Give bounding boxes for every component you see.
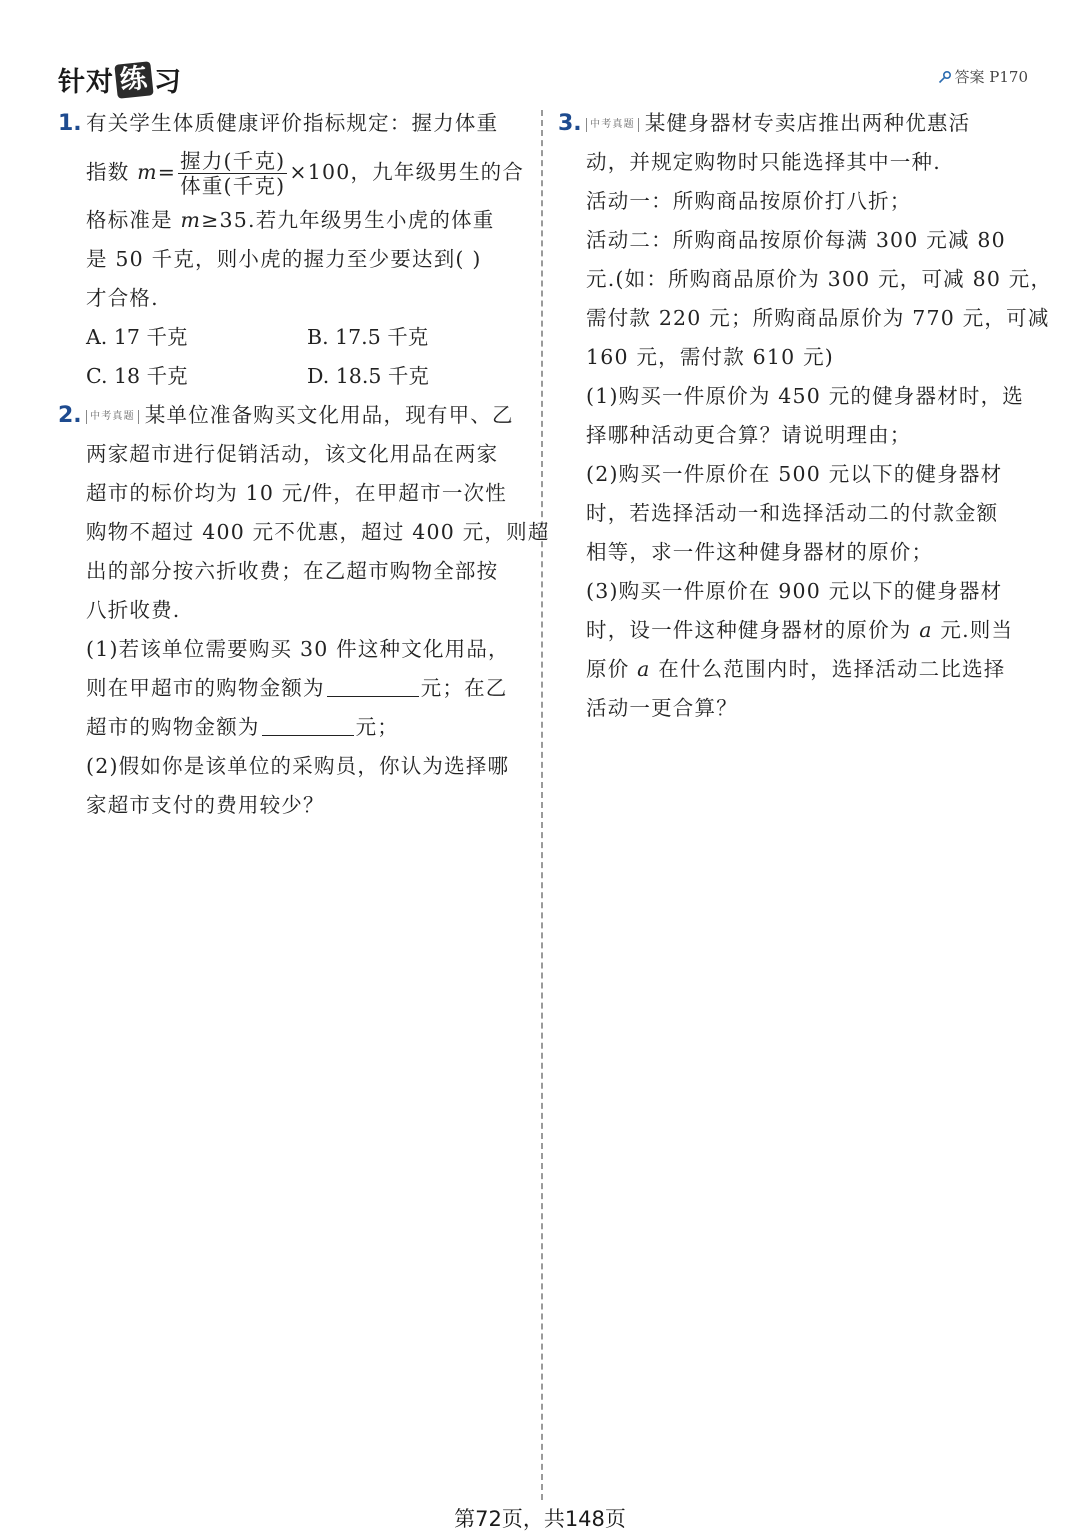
title-text-1: 针对	[58, 67, 114, 98]
q1-text: 格标准是	[86, 208, 181, 232]
option-b: B. 17.5 千克	[307, 325, 429, 349]
section-title	[58, 60, 182, 99]
key-icon	[938, 70, 952, 84]
q3-line: 时，若选择活动一和选择活动二的付款金额	[586, 501, 999, 525]
q2-line: 购物不超过 400 元不优惠，超过 400 元，则超	[86, 520, 550, 544]
answer-reference	[938, 66, 1029, 87]
title-badge: 练	[114, 61, 153, 99]
q3-line	[586, 650, 1028, 689]
q2-text: 则在甲超市的购物金额为	[86, 676, 325, 700]
options-row	[86, 318, 528, 357]
q2-line: 家超市支付的费用较少？	[86, 793, 325, 817]
var-a: a	[919, 618, 933, 642]
page-header	[58, 52, 1028, 100]
option-a: A. 17 千克	[86, 325, 188, 349]
title-text-2: 习	[154, 67, 182, 98]
q1-line: 是 50 千克，则小虎的握力至少要达到( )	[86, 247, 482, 271]
q3-text: 在什么范围内时，选择活动二比选择	[650, 657, 1006, 681]
var-m: m	[180, 208, 202, 232]
q1-text: ×100，九年级男生的合	[289, 160, 525, 184]
q3-line: 元.(如：所购商品原价为 300 元，可减 80 元，	[586, 267, 1053, 291]
q3-line: 需付款 220 元；所购商品原价为 770 元，可减	[586, 306, 1050, 330]
question-3	[558, 104, 1053, 728]
q2-line	[86, 396, 528, 435]
option-c: C. 18 千克	[86, 364, 188, 388]
q2-line: (2)假如你是该单位的采购员，你认为选择哪	[86, 754, 510, 778]
q3-text: 时，设一件这种健身器材的原价为	[586, 618, 920, 642]
equals-sign: =	[157, 160, 177, 184]
options-row	[86, 357, 528, 396]
fraction-denominator: 体重(千克)	[180, 174, 286, 198]
answer-blank[interactable]	[262, 713, 354, 736]
q3-text: 某健身器材专卖店推出两种优惠活	[644, 111, 971, 135]
right-column	[558, 104, 1053, 728]
question-number: 2.	[58, 403, 82, 428]
q2-text: 某单位准备购买文化用品，现有甲、乙	[144, 403, 514, 427]
q3-line: (2)购买一件原价在 500 元以下的健身器材	[586, 462, 1003, 486]
q1-line: 有关学生体质健康评价指标规定：握力体重	[86, 111, 499, 135]
answer-ref-text: 答案 P170	[954, 68, 1028, 86]
q2-line: 八折收费.	[86, 598, 181, 622]
q3-text: 原价	[586, 657, 638, 681]
exam-tag: 中考真题	[586, 118, 639, 132]
q3-line: 活动一：所购商品按原价打八折；	[586, 189, 912, 213]
q3-line: 择哪种活动更合算？请说明理由；	[586, 423, 912, 447]
answer-blank[interactable]	[327, 674, 419, 697]
q2-line	[86, 708, 528, 747]
q2-text: 元；在乙	[420, 676, 508, 700]
var-m: m	[137, 160, 158, 184]
page-footer: 第72页，共148页	[454, 1507, 626, 1531]
fraction-numerator: 握力(千克)	[180, 149, 286, 173]
fraction	[178, 149, 287, 198]
q2-text: 超市的购物金额为	[86, 715, 260, 739]
q2-line: 出的部分按六折收费；在乙超市购物全部按	[86, 559, 499, 583]
var-a: a	[637, 657, 651, 681]
question-number: 1.	[58, 111, 82, 136]
q3-line: 活动二：所购商品按原价每满 300 元减 80	[586, 228, 1006, 252]
q3-line: 相等，求一件这种健身器材的原价；	[586, 540, 934, 564]
question-2	[58, 396, 550, 825]
exam-tag: 中考真题	[86, 410, 139, 424]
q3-line	[586, 611, 1028, 650]
q3-line	[586, 104, 1028, 143]
q1-line	[86, 201, 528, 240]
q3-line: (1)购买一件原价为 450 元的健身器材时，选	[586, 384, 1024, 408]
q2-line	[86, 669, 528, 708]
q3-line: (3)购买一件原价在 900 元以下的健身器材	[586, 579, 1003, 603]
q1-formula-line	[86, 143, 528, 201]
q2-line: (1)若该单位需要购买 30 件这种文化用品，	[86, 637, 510, 661]
q1-line: 才合格.	[86, 286, 159, 310]
question-1	[58, 104, 528, 396]
q1-text: 指数	[86, 160, 138, 184]
q3-line: 动，并规定购物时只能选择其中一种.	[586, 150, 941, 174]
column-divider	[541, 110, 543, 1500]
option-d: D. 18.5 千克	[307, 364, 429, 388]
q3-line: 160 元，需付款 610 元)	[586, 345, 835, 369]
question-number: 3.	[558, 111, 582, 136]
q2-text: 元；	[355, 715, 400, 739]
q3-text: 元.则当	[932, 618, 1014, 642]
q2-line: 两家超市进行促销活动，该文化用品在两家	[86, 442, 499, 466]
q2-line: 超市的标价均为 10 元/件，在甲超市一次性	[86, 481, 507, 505]
q1-text: ≥35.若九年级男生小虎的体重	[201, 208, 495, 232]
left-column	[58, 104, 550, 825]
q3-line: 活动一更合算？	[586, 696, 738, 720]
